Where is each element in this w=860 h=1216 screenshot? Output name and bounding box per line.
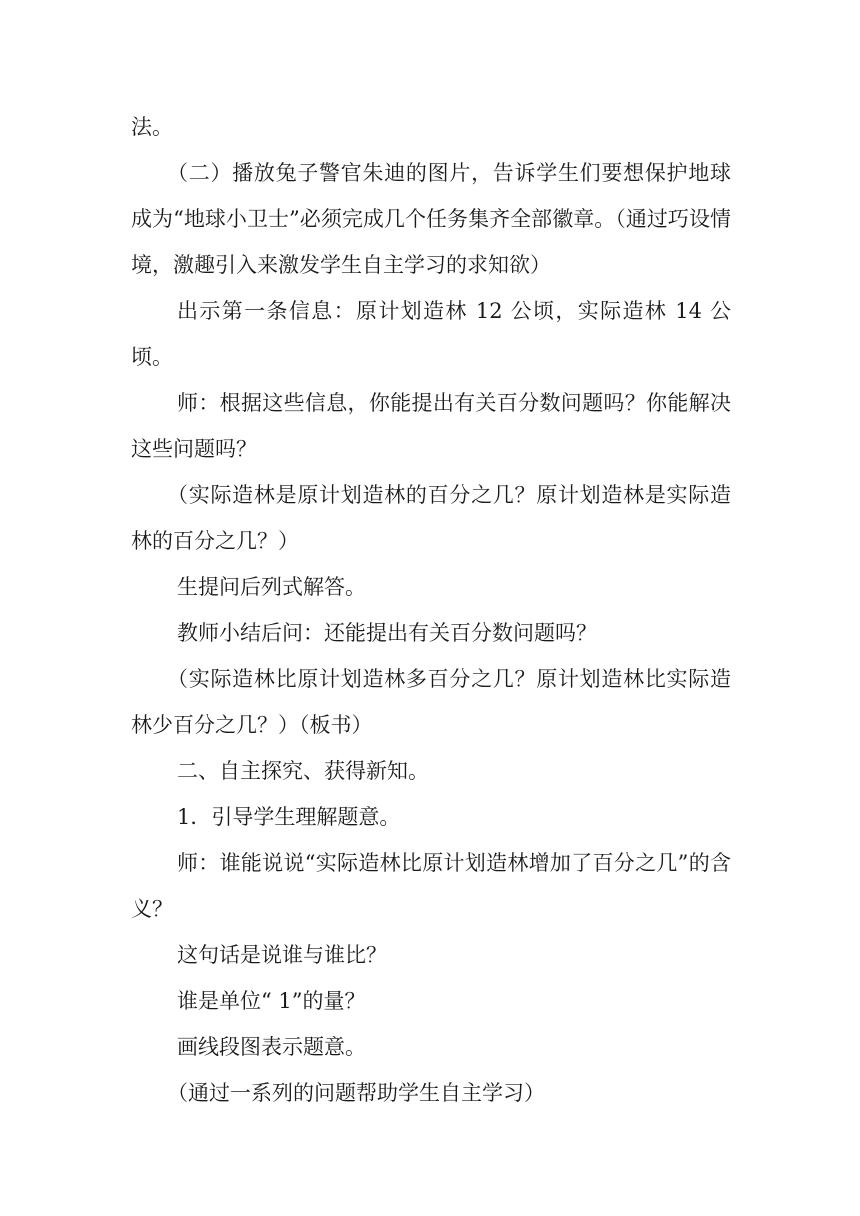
document-body <box>131 104 731 1116</box>
paragraph: （实际造林是原计划造林的百分之几？原计划造林是实际造林的百分之几？） <box>131 483 731 553</box>
paragraph: 教师小结后问：还能提出有关百分数问题吗？ <box>177 621 597 645</box>
paragraph: （通过一系列的问题帮助学生自主学习） <box>167 1081 545 1105</box>
paragraph: 画线段图表示题意。 <box>177 1035 366 1059</box>
paragraph: 谁是单位“ 1”的量？ <box>177 989 366 1013</box>
paragraph: 出示第一条信息：原计划造林 12 公顷，实际造林 14 公顷。 <box>131 299 731 369</box>
section-heading: 二、自主探究、获得新知。 <box>177 759 429 783</box>
paragraph: （实际造林比原计划造林多百分之几？原计划造林比实际造林少百分之几？）（板书） <box>131 667 731 737</box>
paragraph: （二）播放兔子警官朱迪的图片，告诉学生们要想保护地球成为“地球小卫士”必须完成几个任务集齐全部徽章。（通过巧设情境，激趣引入来激发学生自主学习的求知欲） <box>131 161 731 277</box>
paragraph: 师：根据这些信息，你能提出有关百分数问题吗？你能解决这些问题吗？ <box>131 391 731 461</box>
paragraph: 师：谁能说说“实际造林比原计划造林增加了百分之几”的含义？ <box>131 851 731 921</box>
paragraph: 生提问后列式解答。 <box>177 575 366 599</box>
paragraph: 1．引导学生理解题意。 <box>177 805 401 829</box>
paragraph: 法。 <box>131 115 173 139</box>
paragraph: 这句话是说谁与谁比？ <box>177 943 387 967</box>
